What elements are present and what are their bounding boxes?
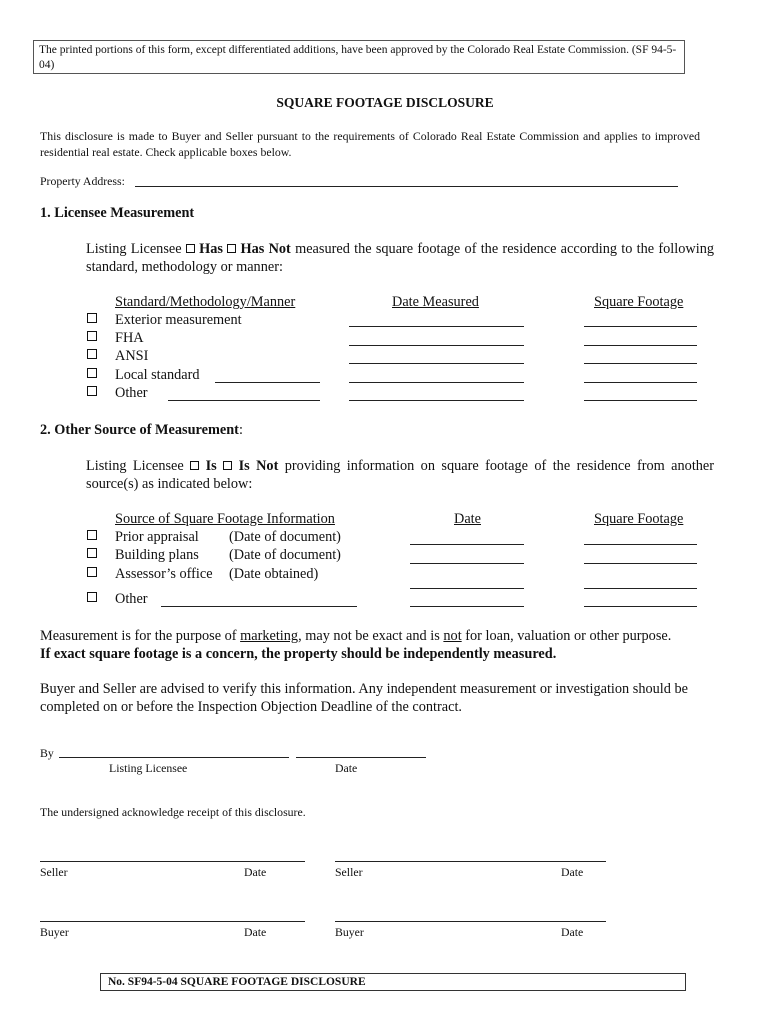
section1-text [86,240,714,276]
square-footage-field-2[interactable] [584,588,697,589]
section2-heading: 2. Other Source of Measurement: [40,422,243,438]
col-square-footage-header-2: Square Footage [594,511,684,527]
square-footage-field[interactable] [584,345,697,346]
date-measured-field[interactable] [349,382,524,383]
listing-licensee-date-field[interactable] [296,757,426,758]
seller-date-label: Date [244,865,267,879]
has-checkbox[interactable] [186,244,195,253]
other1-field[interactable] [168,400,320,401]
has-not-label: Has Not [240,241,291,257]
section2-text-rest: providing information on square footage of the residence from another source(s) as indicated below: [86,458,715,492]
prior-appraisal-checkbox[interactable] [87,530,97,540]
seller-signature-field[interactable] [335,861,606,862]
col-square-footage-header: Square Footage [594,294,684,310]
assessors-office-checkbox[interactable] [87,567,97,577]
row-building-plans-note: (Date of document) [229,547,341,563]
approval-notice: The printed portions of this form, except differentiated additions, have been approved by the Colorado Real Estate Commission. (SF 94-5-04) [33,40,685,74]
row-other-label: Other [115,385,148,401]
buyer-label: Buyer [40,925,69,939]
square-footage-field-2[interactable] [584,544,697,545]
intro-text: This disclosure is made to Buyer and Seller pursuant to the requirements of Colorado Real Estate Commission and applies to improved residential real estate. Check applicable boxes below. [40,129,700,159]
property-address-label: Property Address: [40,174,125,188]
seller-date-label: Date [561,865,584,879]
row-other2-label: Other [115,591,148,607]
form-footer: No. SF94-5-04 SQUARE FOOTAGE DISCLOSURE [100,973,686,991]
purpose-warning: If exact square footage is a concern, the property should be independently measured. [40,646,557,662]
is-not-checkbox[interactable] [223,461,232,470]
is-checkbox[interactable] [190,461,199,470]
by-label: By [40,746,54,760]
acknowledge-text: The undersigned acknowledge receipt of this disclosure. [40,805,306,819]
property-address-field[interactable] [135,186,678,187]
buyer-label: Buyer [335,925,364,939]
buyer-date-label: Date [561,925,584,939]
section1-text-prefix: Listing Licensee [86,241,182,257]
exterior-checkbox[interactable] [87,313,97,323]
buyer-date-label: Date [244,925,267,939]
row-prior-appraisal-label: Prior appraisal [115,529,199,545]
advice-text: Buyer and Seller are advised to verify this information. Any independent measurement or investigation should be completed on or before the Inspection Objection Deadline of the contract. [40,681,688,715]
section1-heading: 1. Licensee Measurement [40,205,195,221]
other1-checkbox[interactable] [87,386,97,396]
listing-licensee-signature-field[interactable] [59,757,289,758]
other2-field[interactable] [161,606,357,607]
is-not-label: Is Not [238,458,279,474]
buyer-signature-field[interactable] [335,921,606,922]
listing-licensee-date-label: Date [335,761,358,775]
date-field[interactable] [410,563,524,564]
col-standard-header: Standard/Methodology/Manner [115,294,296,310]
seller-label: Seller [40,865,68,879]
page-title: SQUARE FOOTAGE DISCLOSURE [276,95,494,110]
local-standard-field[interactable] [215,382,320,383]
col-date-measured-header: Date Measured [392,294,479,310]
square-footage-field-2[interactable] [584,606,697,607]
date-measured-field[interactable] [349,345,524,346]
date-measured-field[interactable] [349,400,524,401]
date-field[interactable] [410,588,524,589]
building-plans-checkbox[interactable] [87,548,97,558]
row-ansi-label: ANSI [115,348,149,364]
ansi-checkbox[interactable] [87,349,97,359]
fha-checkbox[interactable] [87,331,97,341]
date-measured-field[interactable] [349,363,524,364]
col-date-header: Date [454,511,481,527]
purpose-text: Measurement is for the purpose of marketing, may not be exact and is not for loan, valuation or other purpose. If exact square footage is a concern, the property should be independently measured. [40,628,672,662]
seller-signature-field[interactable] [40,861,305,862]
row-assessors-office-label: Assessor’s office [115,566,213,582]
has-not-checkbox[interactable] [227,244,236,253]
square-footage-field-2[interactable] [584,563,697,564]
date-field[interactable] [410,606,524,607]
has-label: Has [199,241,223,257]
section1-text-rest: measured the square footage of the residence according to the following standard, methodology or manner: [86,241,714,275]
date-field[interactable] [410,544,524,545]
square-footage-field[interactable] [584,400,697,401]
row-building-plans-label: Building plans [115,547,199,563]
row-fha-label: FHA [115,330,144,346]
other2-checkbox[interactable] [87,592,97,602]
section2-text-prefix: Listing Licensee [86,458,184,474]
is-label: Is [205,458,217,474]
row-assessors-office-note: (Date obtained) [229,566,319,582]
row-local-standard-label: Local standard [115,367,200,383]
col-source-header: Source of Square Footage Information [115,511,335,527]
listing-licensee-label: Listing Licensee [109,761,188,775]
row-exterior-label: Exterior measurement [115,312,242,328]
local-standard-checkbox[interactable] [87,368,97,378]
date-measured-field[interactable] [349,326,524,327]
square-footage-field[interactable] [584,363,697,364]
section2-text [86,457,714,493]
buyer-signature-field[interactable] [40,921,305,922]
row-prior-appraisal-note: (Date of document) [229,529,341,545]
square-footage-field[interactable] [584,326,697,327]
seller-label: Seller [335,865,363,879]
square-footage-field[interactable] [584,382,697,383]
